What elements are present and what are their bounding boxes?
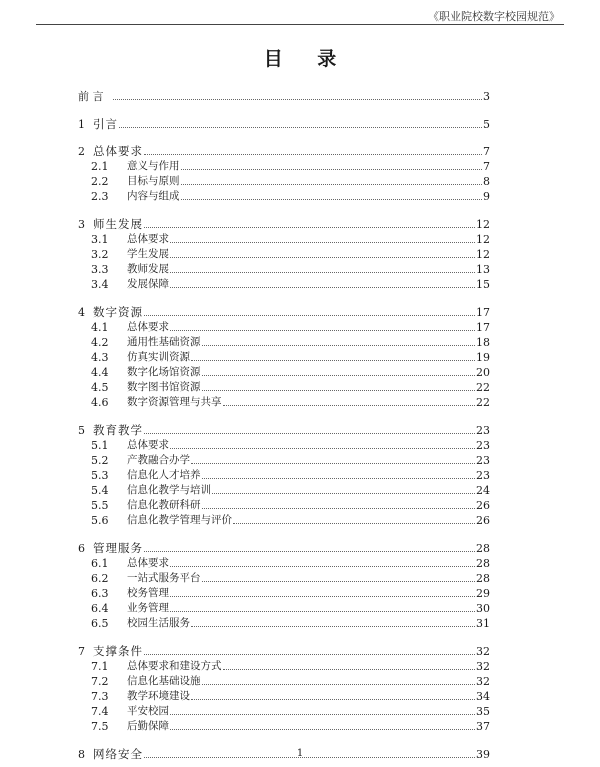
toc-dot-leader: [170, 595, 475, 597]
toc-dot-leader: [202, 477, 476, 479]
toc-dot-leader: [212, 492, 475, 494]
toc-subsection-entry[interactable]: [78, 689, 490, 704]
toc-entry-number: 5.4: [91, 484, 109, 498]
toc-entry-page: 20: [476, 366, 490, 380]
toc-dot-leader: [170, 565, 475, 567]
toc-entry-page: 32: [476, 674, 490, 688]
toc-dot-leader: [144, 550, 475, 552]
toc-entry-title: 教师发展: [127, 263, 169, 276]
toc-entry-title: 总体要求: [127, 232, 169, 245]
toc-dot-leader: [170, 713, 475, 715]
toc-entry-title: 数字化场馆资源: [127, 366, 201, 379]
toc-entry-page: 26: [476, 514, 490, 528]
toc-entry-number: 6.5: [91, 617, 109, 631]
toc-entry-title: 数字图书馆资源: [127, 381, 201, 394]
table-of-contents: [78, 83, 490, 762]
toc-entry-page: 23: [476, 453, 490, 467]
toc-entry-page: 17: [476, 305, 490, 319]
toc-entry-title: 平安校园: [127, 705, 169, 718]
toc-entry-number: 2.3: [91, 190, 109, 204]
toc-entry-title: 校园生活服务: [127, 617, 190, 630]
toc-entry-page: 15: [476, 278, 490, 292]
toc-entry-title: 总体要求: [127, 320, 169, 333]
toc-dot-leader: [202, 683, 476, 685]
toc-entry-page: 18: [476, 335, 490, 349]
toc-entry-page: 23: [476, 423, 490, 437]
toc-entry-title: 信息化教学管理与评价: [127, 514, 232, 527]
toc-entry-title: 数字资源: [93, 304, 143, 319]
toc-chapter-entry[interactable]: [78, 83, 490, 104]
toc-entry-number: 1: [78, 117, 85, 131]
toc-entry-page: 13: [476, 263, 490, 277]
toc-entry-page: 19: [476, 350, 490, 364]
toc-entry-page: 12: [476, 217, 490, 231]
toc-entry-number: 6.4: [91, 602, 109, 616]
toc-entry-number: 4.2: [91, 335, 109, 349]
toc-entry-page: 35: [476, 705, 490, 719]
toc-entry-page: 26: [476, 499, 490, 513]
toc-entry-title: 师生发展: [93, 216, 143, 231]
toc-dot-leader: [144, 432, 475, 434]
toc-subsection-entry[interactable]: [78, 232, 490, 247]
toc-entry-number: 4: [78, 305, 85, 319]
toc-entry-number: 3.2: [91, 247, 109, 261]
toc-subsection-entry[interactable]: [78, 571, 490, 586]
toc-entry-number: 4.4: [91, 366, 109, 380]
toc-subsection-entry[interactable]: [78, 468, 490, 483]
toc-entry-page: 39: [476, 747, 490, 761]
toc-dot-leader: [223, 404, 476, 406]
toc-entry-number: 4.6: [91, 396, 109, 410]
toc-chapter-entry[interactable]: [78, 111, 490, 132]
toc-entry-number: 3.1: [91, 232, 109, 246]
toc-dot-leader: [119, 126, 482, 128]
toc-subsection-entry[interactable]: [78, 277, 490, 292]
toc-entry-number: 4.3: [91, 350, 109, 364]
toc-entry-title: 学生发展: [127, 247, 169, 260]
toc-entry-number: 2: [78, 145, 85, 158]
toc-entry-number: 5: [78, 423, 85, 437]
toc-entry-number: 3.4: [91, 278, 109, 292]
toc-entry-page: 28: [476, 556, 490, 570]
toc-dot-leader: [202, 389, 476, 391]
toc-entry-title: 数字资源管理与共享: [127, 396, 222, 409]
toc-entry-title: 一站式服务平台: [127, 571, 201, 584]
toc-dot-leader: [181, 198, 483, 200]
toc-dot-leader: [202, 374, 476, 376]
toc-chapter-entry[interactable]: [78, 417, 490, 438]
toc-dot-leader: [170, 241, 475, 243]
toc-dot-leader: [191, 698, 475, 700]
toc-entry-number: 4.5: [91, 381, 109, 395]
toc-subsection-entry[interactable]: [78, 365, 490, 380]
toc-entry-title: 引言: [93, 116, 118, 131]
toc-entry-title: 信息化教研科研: [127, 499, 201, 512]
toc-entry-title: 总体要求和建设方式: [127, 659, 222, 672]
running-header: 《职业院校数字校园规范》: [428, 10, 560, 23]
toc-subsection-entry[interactable]: [78, 380, 490, 395]
toc-entry-page: 32: [476, 659, 490, 673]
toc-dot-leader: [223, 668, 476, 670]
toc-dot-leader: [170, 256, 475, 258]
toc-subsection-entry[interactable]: [78, 350, 490, 365]
toc-entry-page: 23: [476, 469, 490, 482]
toc-dot-leader: [144, 314, 475, 316]
toc-entry-title: 后勤保障: [127, 720, 169, 733]
toc-subsection-entry[interactable]: [78, 247, 490, 262]
toc-subsection-entry[interactable]: [78, 395, 490, 410]
toc-entry-number: 5.3: [91, 469, 109, 482]
toc-dot-leader: [144, 226, 475, 228]
toc-chapter-entry[interactable]: [78, 299, 490, 320]
toc-entry-title: 信息化基础设施: [127, 674, 201, 687]
toc-entry-title: 信息化人才培养: [127, 469, 201, 481]
toc-subsection-entry[interactable]: [78, 616, 490, 631]
toc-chapter-entry[interactable]: [78, 638, 490, 659]
toc-entry-page: 8: [483, 175, 490, 189]
toc-entry-page: 3: [483, 90, 490, 103]
toc-entry-page: 28: [476, 571, 490, 585]
toc-entry-title: 网络安全: [93, 746, 143, 761]
toc-subsection-entry[interactable]: [78, 498, 490, 513]
toc-entry-number: 7.5: [91, 720, 109, 734]
toc-subsection-entry[interactable]: [78, 438, 490, 453]
toc-subsection-entry[interactable]: [78, 335, 490, 350]
toc-dot-leader: [191, 462, 475, 464]
toc-entry-page: 9: [483, 190, 490, 204]
toc-entry-number: 2.1: [91, 160, 109, 174]
toc-entry-title: 教育教学: [93, 422, 143, 437]
toc-entry-page: 24: [476, 484, 490, 498]
toc-subsection-entry[interactable]: [78, 513, 490, 528]
toc-entry-page: 32: [476, 644, 490, 658]
toc-dot-leader: [170, 329, 475, 331]
toc-dot-leader: [202, 507, 476, 509]
toc-entry-number: 5.1: [91, 438, 109, 452]
toc-entry-number: 7.1: [91, 659, 109, 673]
toc-dot-leader: [191, 625, 475, 627]
toc-entry-number: 6.3: [91, 587, 109, 601]
toc-entry-title: 信息化教学与培训: [127, 484, 211, 497]
toc-entry-title: 发展保障: [127, 278, 169, 291]
toc-dot-leader: [202, 344, 476, 346]
toc-subsection-entry[interactable]: [78, 320, 490, 335]
toc-subsection-entry[interactable]: [78, 159, 490, 174]
toc-entry-number: 7.4: [91, 705, 109, 719]
header-rule: [36, 24, 564, 25]
toc-chapter-entry[interactable]: [78, 535, 490, 556]
toc-dot-leader: [202, 580, 476, 582]
toc-entry-title: 意义与作用: [127, 160, 180, 173]
toc-dot-leader: [181, 168, 483, 170]
toc-subsection-entry[interactable]: [78, 483, 490, 498]
toc-chapter-entry[interactable]: [78, 211, 490, 232]
toc-subsection-entry[interactable]: [78, 659, 490, 674]
toc-entry-title: 通用性基础资源: [127, 335, 201, 348]
toc-title: 目 录: [263, 48, 351, 70]
toc-entry-page: 34: [476, 690, 490, 704]
toc-entry-number: 3: [78, 217, 85, 231]
toc-subsection-entry[interactable]: [78, 189, 490, 204]
toc-dot-leader: [170, 447, 475, 449]
toc-dot-leader: [144, 153, 482, 155]
toc-dot-leader: [170, 271, 475, 273]
toc-entry-page: 28: [476, 541, 490, 555]
toc-entry-title: 总体要求: [127, 438, 169, 451]
toc-entry-number: 5.5: [91, 499, 109, 513]
toc-entry-title: 校务管理: [127, 587, 169, 600]
toc-entry-number: 3.3: [91, 263, 109, 277]
toc-entry-number: 4.1: [91, 320, 109, 334]
toc-entry-title: 总体要求: [93, 144, 143, 158]
toc-dot-leader: [170, 728, 475, 730]
toc-entry-page: 12: [476, 247, 490, 261]
toc-subsection-entry[interactable]: [78, 704, 490, 719]
toc-entry-page: 37: [476, 720, 490, 734]
toc-entry-number: 前 言: [78, 90, 104, 103]
toc-entry-title: 内容与组成: [127, 190, 180, 203]
toc-entry-number: 5.6: [91, 514, 109, 528]
toc-dot-leader: [113, 98, 483, 100]
toc-dot-leader: [170, 610, 475, 612]
toc-entry-page: 17: [476, 320, 490, 334]
toc-entry-page: 5: [483, 117, 490, 131]
toc-entry-page: 23: [476, 438, 490, 452]
toc-entry-number: 2.2: [91, 175, 109, 189]
toc-dot-leader: [144, 653, 475, 655]
toc-entry-page: 12: [476, 232, 490, 246]
toc-entry-number: 6.1: [91, 556, 109, 570]
toc-entry-title: 业务管理: [127, 602, 169, 615]
toc-entry-title: 教学环境建设: [127, 690, 190, 703]
toc-entry-number: 8: [78, 747, 85, 761]
toc-chapter-entry[interactable]: [78, 138, 490, 159]
toc-entry-number: 6.2: [91, 571, 109, 585]
toc-subsection-entry[interactable]: [78, 556, 490, 571]
toc-subsection-entry[interactable]: [78, 674, 490, 689]
toc-entry-page: 22: [476, 381, 490, 395]
toc-entry-page: 7: [483, 160, 490, 174]
toc-subsection-entry[interactable]: [78, 586, 490, 601]
toc-dot-leader: [233, 522, 475, 524]
toc-dot-leader: [170, 286, 475, 288]
toc-entry-title: 支撑条件: [93, 643, 143, 658]
toc-dot-leader: [191, 359, 475, 361]
toc-subsection-entry[interactable]: [78, 262, 490, 277]
toc-entry-number: 7: [78, 644, 85, 658]
toc-entry-number: 5.2: [91, 453, 109, 467]
toc-entry-title: 仿真实训资源: [127, 350, 190, 363]
toc-entry-number: 7.2: [91, 674, 109, 688]
toc-subsection-entry[interactable]: [78, 453, 490, 468]
toc-entry-page: 30: [476, 602, 490, 616]
toc-entry-page: 29: [476, 587, 490, 601]
toc-entry-number: 6: [78, 541, 85, 555]
toc-entry-page: 31: [476, 617, 490, 631]
toc-dot-leader: [181, 183, 483, 185]
toc-entry-page: 22: [476, 396, 490, 410]
page-number: 1: [296, 748, 304, 759]
toc-subsection-entry[interactable]: [78, 174, 490, 189]
toc-entry-title: 管理服务: [93, 540, 143, 555]
toc-subsection-entry[interactable]: [78, 719, 490, 734]
toc-entry-title: 产教融合办学: [127, 453, 190, 466]
toc-entry-page: 7: [483, 145, 490, 158]
toc-entry-number: 7.3: [91, 690, 109, 704]
toc-entry-title: 总体要求: [127, 556, 169, 569]
toc-entry-title: 目标与原则: [127, 175, 180, 188]
toc-subsection-entry[interactable]: [78, 601, 490, 616]
